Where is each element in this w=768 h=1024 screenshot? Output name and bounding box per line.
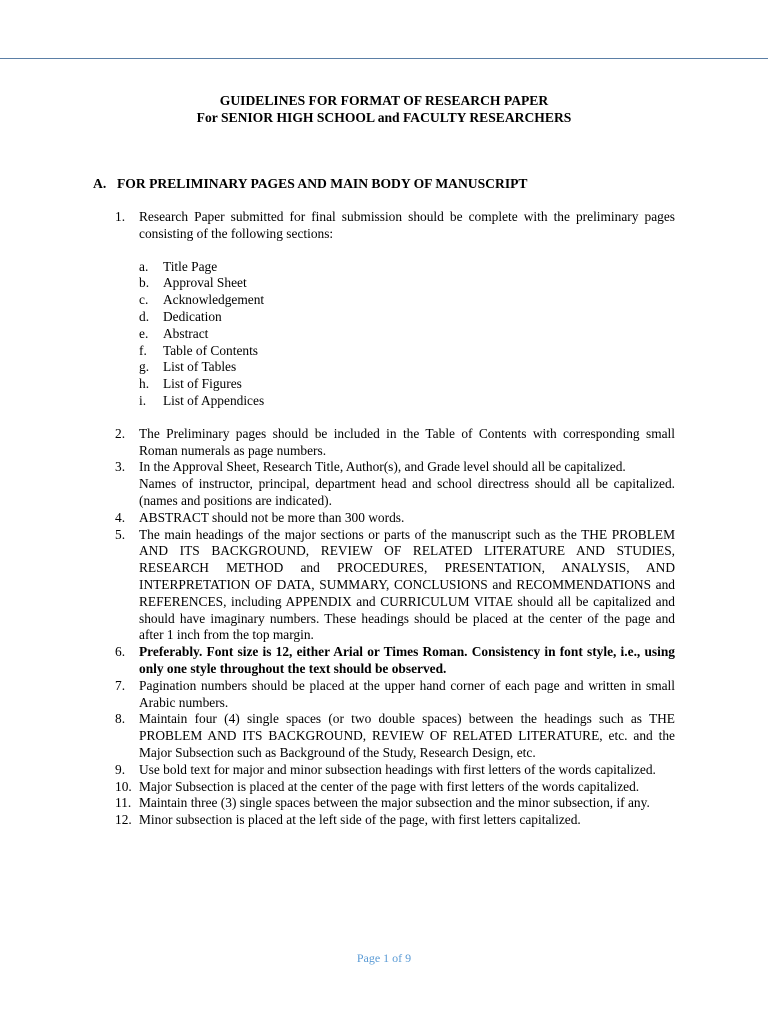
item-number: 10. xyxy=(115,778,132,794)
item-text: The main headings of the major sections or parts of the manuscript such as the THE PROBLEM AND ITS BACKGROUND, REVIEW OF RELATED LITERATURE AND STUDIES, RESEARCH METHOD and PROCEDURES, PRESENTATION, ANALYSIS, AND INTERPRETATION OF DATA, SUMMARY, CONCLUSIONS and RECOMMENDATIONS and REFERENCES, including APPENDIX and CURRICULUM VITAE should all be capitalized and should have imaginary numbers. These headings should be placed at the center of the page and after 1 inch from the top margin. xyxy=(139,526,675,643)
sublist-item xyxy=(139,309,675,326)
list-item xyxy=(115,779,675,796)
item-text: The Preliminary pages should be included in the Table of Contents with corresponding small Roman numerals as page numbers. xyxy=(139,425,675,458)
sublist-letter: g. xyxy=(139,359,150,375)
item-text: In the Approval Sheet, Research Title, Author(s), and Grade level should all be capitalized. xyxy=(139,459,626,475)
item-number: 5. xyxy=(115,526,126,542)
list-item xyxy=(115,795,675,812)
list-item xyxy=(115,426,675,460)
section-title: FOR PRELIMINARY PAGES AND MAIN BODY OF MANUSCRIPT xyxy=(117,176,528,191)
item-number: 8. xyxy=(115,711,126,727)
sublist-text: Table of Contents xyxy=(163,342,259,358)
item-number: 11. xyxy=(115,795,132,811)
title-line-1: GUIDELINES FOR FORMAT OF RESEARCH PAPER xyxy=(219,93,549,108)
sublist-letter: i. xyxy=(139,392,147,408)
item-text-block xyxy=(139,459,675,509)
sublist-letter: b. xyxy=(139,275,150,291)
sublist-item xyxy=(139,259,675,276)
sublist-letter: d. xyxy=(139,308,150,324)
item-number: 9. xyxy=(115,761,126,777)
sublist-item xyxy=(139,275,675,292)
guidelines-list xyxy=(115,209,675,829)
item-text: Pagination numbers should be placed at the upper hand corner of each page and written in small Arabic numbers. xyxy=(139,677,675,710)
item-text-bold: Preferably. Font size is 12, either Arial or Times Roman. Consistency in font style, i.e., using only one style throughout the text should be observed. xyxy=(139,644,675,676)
section-heading xyxy=(93,176,527,192)
item-text-continuation: Names of instructor, principal, department head and school directress should all be capitalized. (names and positions are indicated). xyxy=(139,476,675,508)
sublist-text: Abstract xyxy=(163,325,209,341)
item-number: 12. xyxy=(115,812,132,828)
item-number: 2. xyxy=(115,425,126,441)
sublist-text: Approval Sheet xyxy=(163,275,247,291)
item-number: 1. xyxy=(115,209,126,224)
item-text: Major Subsection is placed at the center of the page with first letters of the words capitalized. xyxy=(139,778,640,794)
sublist-item xyxy=(139,326,675,343)
item-text: Maintain four (4) single spaces (or two double spaces) between the headings such as THE PROBLEM AND ITS BACKGROUND, REVIEW OF RELATED LITERATURE, etc. and the Major Subsection such as Background of the Study, Research Design, etc. xyxy=(139,711,675,760)
list-item xyxy=(115,812,675,829)
sublist-letter: h. xyxy=(139,376,150,392)
sublist-text: List of Tables xyxy=(163,359,237,375)
sublist-text: List of Figures xyxy=(163,376,242,392)
sublist-text: List of Appendices xyxy=(163,392,265,408)
title-line-2: For SENIOR HIGH SCHOOL and FACULTY RESEARCHERS xyxy=(196,110,572,125)
list-item xyxy=(115,678,675,712)
sublist-letter: c. xyxy=(139,292,149,308)
sublist-item xyxy=(139,359,675,376)
item-number: 6. xyxy=(115,644,126,660)
item-text: Maintain three (3) single spaces between the major subsection and the minor subsection, if any. xyxy=(139,795,650,811)
list-item xyxy=(115,209,675,243)
item-number: 4. xyxy=(115,509,126,525)
sublist-letter: a. xyxy=(139,258,149,274)
item-number: 7. xyxy=(115,677,126,693)
list-item xyxy=(115,762,675,779)
sublist-text: Dedication xyxy=(163,308,222,324)
item-text: Research Paper submitted for final submission should be complete with the preliminary pages consisting of the following sections: xyxy=(139,209,675,241)
sublist-letter: f. xyxy=(139,342,147,358)
page-number-footer: Page 1 of 9 xyxy=(356,951,412,965)
list-item xyxy=(115,711,675,761)
item-number: 3. xyxy=(115,459,126,475)
document-title xyxy=(0,92,768,126)
sublist-letter: e. xyxy=(139,325,149,341)
sublist-text: Title Page xyxy=(163,258,218,274)
list-item xyxy=(115,510,675,527)
sublist-item xyxy=(139,393,675,410)
sublist-item xyxy=(139,292,675,309)
item-text: Use bold text for major and minor subsection headings with first letters of the words capitalized. xyxy=(139,761,656,777)
item-text: ABSTRACT should not be more than 300 words. xyxy=(139,509,405,525)
item-text: Minor subsection is placed at the left side of the page, with first letters capitalized. xyxy=(139,812,581,828)
sublist-item xyxy=(139,376,675,393)
header-rule xyxy=(0,58,768,59)
list-item xyxy=(115,527,675,645)
list-item xyxy=(115,644,675,678)
section-letter: A. xyxy=(93,176,107,191)
list-item xyxy=(115,459,675,509)
sublist-item xyxy=(139,343,675,360)
sublist-text: Acknowledgement xyxy=(163,292,265,308)
preliminary-sections-sublist xyxy=(139,259,675,410)
